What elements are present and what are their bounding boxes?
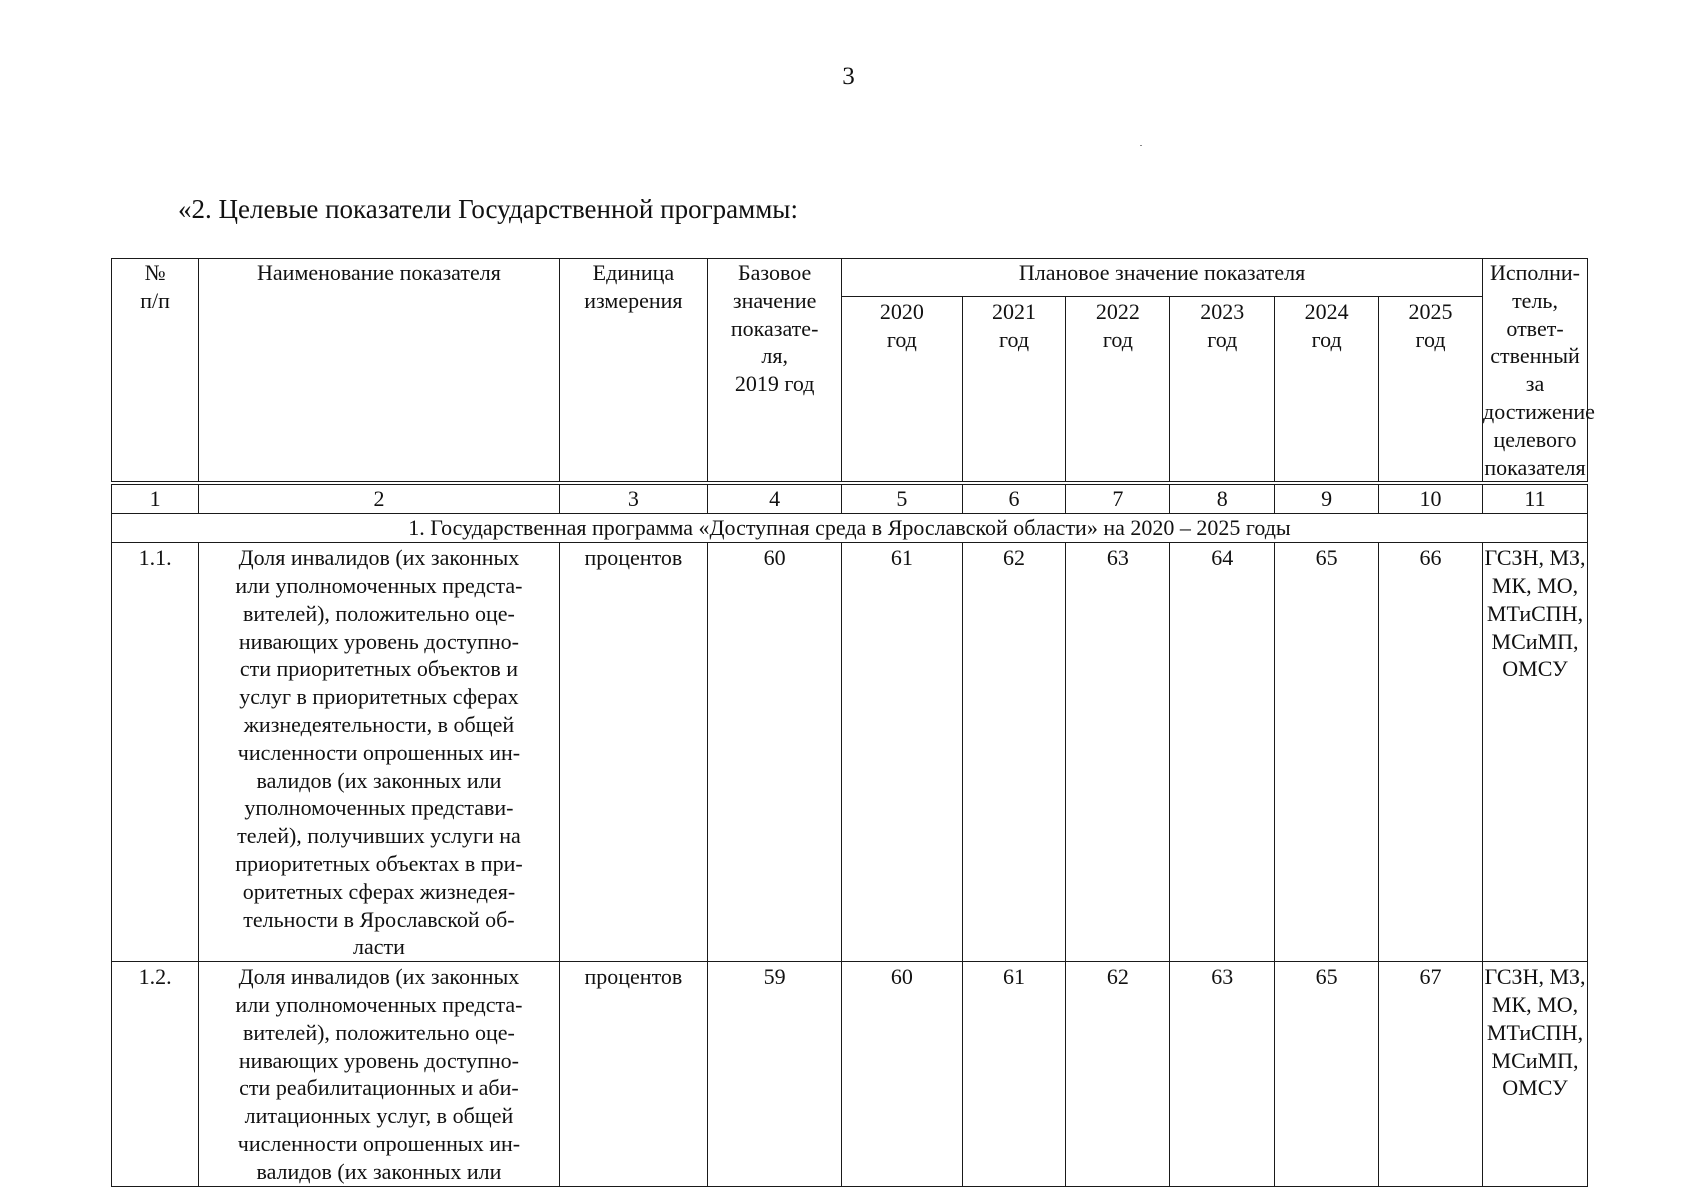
year-suffix: год xyxy=(1102,327,1133,353)
header-base-line: значение xyxy=(732,287,817,313)
page-number: 3 xyxy=(842,63,855,90)
indicator-name-line: вителей), положительно оце- xyxy=(243,600,515,626)
executor-line: МТиСПН, xyxy=(1486,600,1584,626)
value-2025: 67 xyxy=(1379,962,1483,1186)
indicator-name-line: ласти xyxy=(352,934,405,960)
header-number xyxy=(112,259,199,484)
header-executor-line: ственный за xyxy=(1490,343,1580,397)
header-unit-line: измерения xyxy=(584,287,683,313)
header-number-line: № xyxy=(144,260,166,285)
indicator-name-line: или уполномоченных предста- xyxy=(235,991,523,1017)
column-number: 2 xyxy=(199,483,559,513)
header-executor-line: тель, ответ- xyxy=(1506,287,1564,341)
executor-cell xyxy=(1483,543,1588,962)
indicator-name-line: вителей), положительно оце- xyxy=(243,1019,515,1045)
row-number: 1.2. xyxy=(112,962,199,1186)
base-value-cell: 60 xyxy=(708,543,842,962)
value-2022: 63 xyxy=(1066,543,1170,962)
header-executor-line: показателя xyxy=(1484,454,1586,480)
header-row-top xyxy=(112,259,1588,297)
executor-line: ОМСУ xyxy=(1502,656,1568,682)
indicator-name-line: сти реабилитационных и аби- xyxy=(239,1075,519,1101)
year-label: 2023 xyxy=(1200,299,1245,325)
indicator-name-line: нивающих уровень доступно- xyxy=(238,1047,519,1073)
value-2022: 62 xyxy=(1066,962,1170,1186)
year-suffix: год xyxy=(999,327,1030,353)
header-year-2022 xyxy=(1066,297,1170,484)
indicator-name-line: оритетных сферах жизнедея- xyxy=(242,878,516,904)
value-2023: 64 xyxy=(1170,543,1275,962)
indicator-name-line: Доля инвалидов (их законных xyxy=(238,964,520,990)
year-suffix: год xyxy=(1311,327,1342,353)
value-2024: 65 xyxy=(1275,543,1379,962)
indicator-name-line: телей), получивших услуги на xyxy=(237,823,521,849)
indicators-table xyxy=(111,258,1595,1187)
table-row xyxy=(112,962,1588,1186)
executor-line: МСиМП, xyxy=(1491,628,1579,654)
header-executor-line: достижение xyxy=(1483,398,1595,424)
header-unit xyxy=(559,259,708,484)
indicator-name-line: или уполномоченных предста- xyxy=(235,572,523,598)
column-number: 7 xyxy=(1066,483,1170,513)
year-label: 2022 xyxy=(1095,299,1140,325)
column-number: 6 xyxy=(962,483,1066,513)
indicator-name-line: численности опрошенных ин- xyxy=(237,1130,521,1156)
year-label: 2021 xyxy=(992,299,1037,325)
value-2023: 63 xyxy=(1170,962,1275,1186)
header-base-line: ля, xyxy=(761,343,788,369)
year-label: 2020 xyxy=(879,299,924,325)
column-number: 8 xyxy=(1170,483,1275,513)
scan-speck xyxy=(1140,145,1142,146)
indicator-name-line: валидов (их законных или xyxy=(256,767,502,793)
header-base-line: Базовое xyxy=(738,260,812,285)
indicator-name-line: уполномоченных представи- xyxy=(244,795,514,821)
indicator-name-line: приоритетных объектах в при- xyxy=(235,850,523,876)
header-unit-line: Единица xyxy=(592,260,675,285)
program-section-title: 1. Государственная программа «Доступная среда в Ярославской области» на 2020 – 2025 годы xyxy=(112,514,1588,543)
column-number-row xyxy=(112,483,1588,513)
year-label: 2025 xyxy=(1408,299,1453,325)
value-2020: 60 xyxy=(842,962,962,1186)
column-number: 5 xyxy=(842,483,962,513)
column-number: 1 xyxy=(112,483,199,513)
value-2020: 61 xyxy=(842,543,962,962)
header-executor xyxy=(1483,259,1595,484)
indicator-name-line: литационных услуг, в общей xyxy=(244,1103,514,1129)
program-section-row xyxy=(112,514,1588,543)
indicator-name-line: сти приоритетных объектов и xyxy=(239,656,519,682)
header-planned-group: Плановое значение показателя xyxy=(842,259,1483,297)
unit-cell: процентов xyxy=(559,962,708,1186)
header-executor-line: Исполни- xyxy=(1490,260,1580,285)
header-year-2023 xyxy=(1170,297,1275,484)
section-heading: «2. Целевые показатели Государственной программы: xyxy=(178,194,798,224)
indicator-name-line: валидов (их законных или xyxy=(256,1158,502,1184)
executor-line: ГСЗН, МЗ, xyxy=(1484,964,1586,990)
indicator-name-line: тельности в Ярославской об- xyxy=(243,906,515,932)
column-number: 9 xyxy=(1275,483,1379,513)
indicator-name-line: Доля инвалидов (их законных xyxy=(238,545,520,571)
year-suffix: год xyxy=(1415,327,1446,353)
executor-cell xyxy=(1483,962,1588,1186)
column-number: 11 xyxy=(1483,483,1588,513)
year-suffix: год xyxy=(886,327,917,353)
value-2021: 62 xyxy=(962,543,1066,962)
column-number: 3 xyxy=(559,483,708,513)
indicator-name-line: услуг в приоритетных сферах xyxy=(239,684,519,710)
indicator-name-line: численности опрошенных ин- xyxy=(237,739,521,765)
table-row xyxy=(112,543,1588,962)
base-value-cell: 59 xyxy=(708,962,842,1186)
executor-line: МК, МО, xyxy=(1491,572,1579,598)
indicator-name-line: жизнедеятельности, в общей xyxy=(243,711,515,737)
header-base-line: показате- xyxy=(730,315,819,341)
value-2025: 66 xyxy=(1379,543,1483,962)
executor-line: МТиСПН, xyxy=(1486,1019,1584,1045)
indicator-name-line: нивающих уровень доступно- xyxy=(238,628,519,654)
column-number: 4 xyxy=(708,483,842,513)
year-suffix: год xyxy=(1207,327,1238,353)
executor-line: МК, МО, xyxy=(1491,991,1579,1017)
executor-line: ОМСУ xyxy=(1502,1075,1568,1101)
header-indicator-name: Наименование показателя xyxy=(199,259,559,484)
executor-line: ГСЗН, МЗ, xyxy=(1484,545,1586,571)
header-executor-line: целевого xyxy=(1493,426,1577,452)
header-year-2020 xyxy=(842,297,962,484)
header-year-2021 xyxy=(962,297,1066,484)
value-2024: 65 xyxy=(1275,962,1379,1186)
indicator-name xyxy=(199,962,559,1186)
header-base-line: 2019 год xyxy=(734,371,815,397)
column-number: 10 xyxy=(1379,483,1483,513)
header-year-2024 xyxy=(1275,297,1379,484)
value-2021: 61 xyxy=(962,962,1066,1186)
year-label: 2024 xyxy=(1304,299,1349,325)
header-number-line: п/п xyxy=(140,287,170,313)
executor-line: МСиМП, xyxy=(1491,1047,1579,1073)
row-number: 1.1. xyxy=(112,543,199,962)
indicator-name xyxy=(199,543,559,962)
header-base-value xyxy=(708,259,842,484)
unit-cell: процентов xyxy=(559,543,708,962)
header-year-2025 xyxy=(1379,297,1483,484)
